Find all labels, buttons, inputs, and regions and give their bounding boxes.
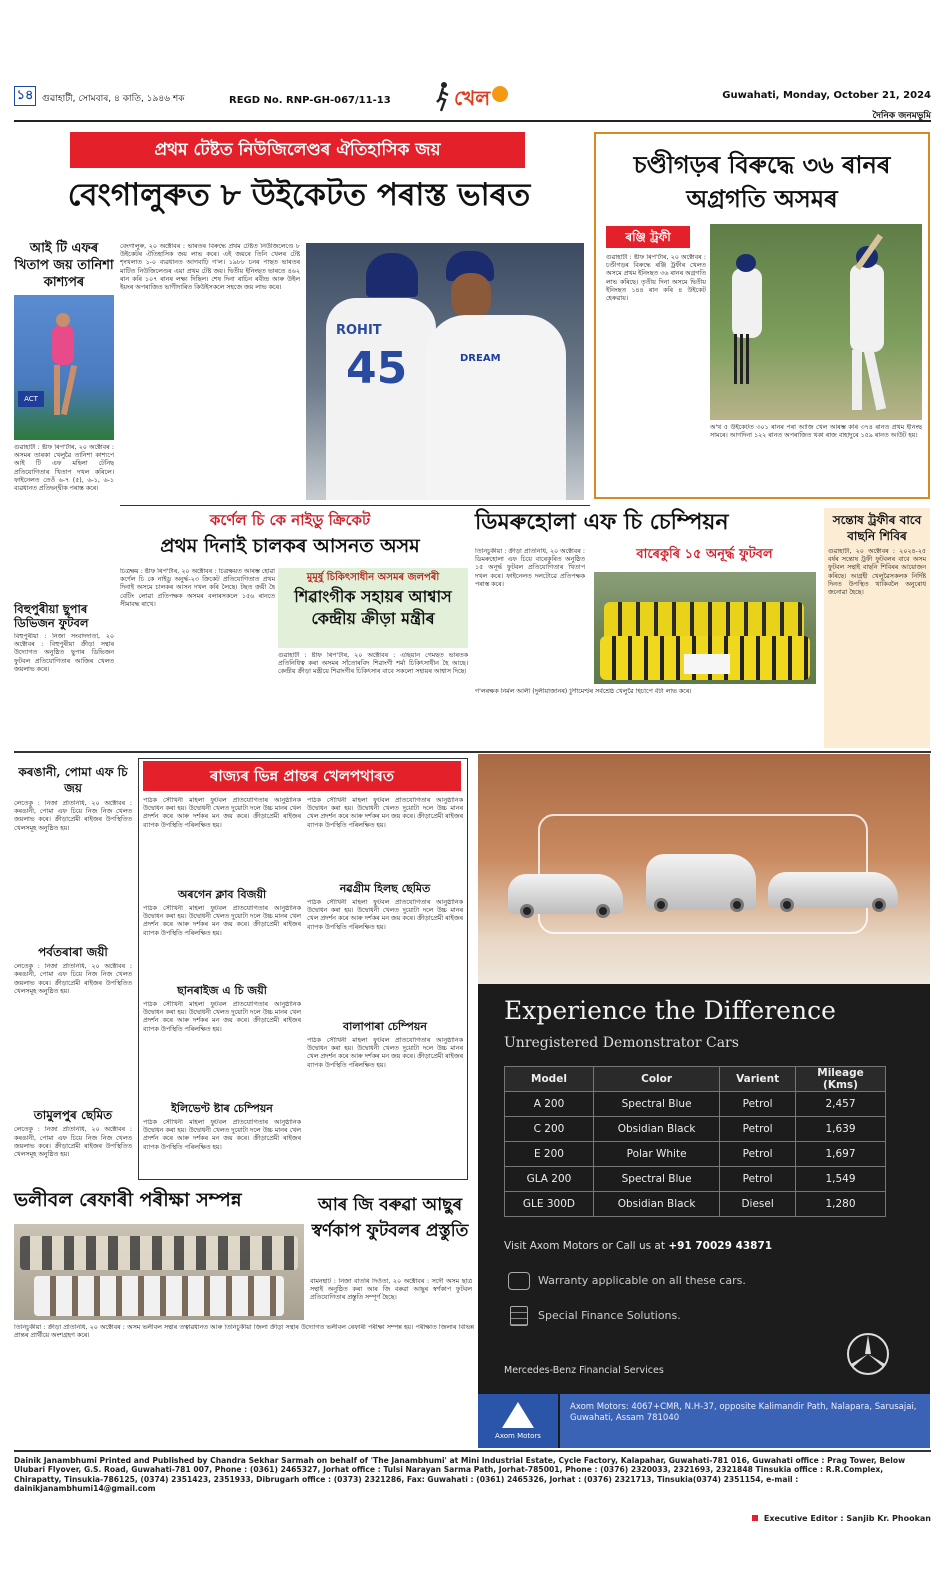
page-number: ১৪ xyxy=(14,86,36,106)
ad-financial: Mercedes-Benz Financial Services xyxy=(504,1365,664,1376)
state-body-6: পাঠক সৌখিনী মহিলা ফুটবল প্ৰতিযোগিতাৰ আনুষ্ঠানিক উদ্বোধন কৰা হয়। উদ্বোধনী খেলত দুয়োটা দলে উচ্চ মানৰ খেল প্ৰদৰ্শন কৰে আৰু দৰ্শকৰ মন জয় কৰে। ক্ৰীড়াপ্ৰেমী ৰাইজৰ ব্যাপক উপস্থিতি পৰিলক্ষিত হয়। xyxy=(307,899,463,931)
bishnupuria-body: বিহুপুৰীয়া : নিজা সংবাদদাতা, ২০ অক্টোবৰ : বিহুপুৰীয়া ক্ৰীড়া সন্থাৰ উদ্যোগত অনুষ্ঠিত ছুপাৰ ডিভিজন ফুটবল প্ৰতিযোগিতাৰ আজিৰ খেলত জয়লাভ কৰে। xyxy=(14,633,114,673)
table-cell: 1,549 xyxy=(796,1167,886,1192)
date-english: Guwahati, Monday, October 21, 2024 xyxy=(722,90,931,101)
paper-name: দৈনিক জনমভূমি xyxy=(872,111,931,121)
table-cell: Spectral Blue xyxy=(593,1092,719,1117)
state-body-5: পাঠক সৌখিনী মহিলা ফুটবল প্ৰতিযোগিতাৰ আনুষ্ঠানিক উদ্বোধন কৰা হয়। উদ্বোধনী খেলত দুয়োটা দলে উচ্চ মানৰ খেল প্ৰদৰ্শন কৰে আৰু দৰ্শকৰ মন জয় কৰে। ক্ৰীড়াপ্ৰেমী ৰাইজৰ ব্যাপক উপস্থিতি পৰিলক্ষিত হয়। xyxy=(307,797,463,829)
table-cell: Petrol xyxy=(720,1092,796,1117)
volleyball-body: তিনিচুকীয়া : ক্ৰীড়া প্ৰতিনিধি, ২০ অক্টোবৰ : অসম ভলীবল সন্থাৰ তত্বাৱধানত আৰু তিনিচুকীয়া জিলা ক্ৰীড়া সন্থাৰ উদ্যোগত ভলীবল ৰেফাৰী পৰীক্ষা সম্পন্ন হয়। পৰীক্ষাত জিলাৰ বিভিন্ন প্ৰান্তৰ প্ৰাৰ্থীয়ে অংশগ্ৰহণ কৰে। xyxy=(14,1324,474,1340)
table-cell: Petrol xyxy=(720,1167,796,1192)
ad-feature-1: Warranty applicable on all these cars. xyxy=(538,1274,746,1287)
table-cell: Obsidian Black xyxy=(593,1192,719,1217)
table-cell: Petrol xyxy=(720,1142,796,1167)
runner-icon xyxy=(436,82,450,112)
tennis-photo: ACT xyxy=(14,295,114,440)
table-cell: Spectral Blue xyxy=(593,1167,719,1192)
left-body-1: লেতেকু : নিজা প্ৰতিনিধি, ২০ অক্টোবৰ : কৰঙানী, পোমা এফ চিয়ে নিজ নিজ খেলত জয়লাভ কৰে। ক্ৰীড়াপ্ৰেমী ৰাইজৰ উপস্থিতিত খেলসমূহ অনুষ্ঠিত হয়। xyxy=(14,800,132,832)
volleyball-headline: ভলীবল ৰেফাৰী পৰীক্ষা সম্পন্ন xyxy=(14,1189,242,1211)
table-header: Color xyxy=(593,1067,719,1092)
table-row xyxy=(505,1192,886,1217)
ranji-photo xyxy=(710,224,922,420)
dimoruhola-photo xyxy=(594,572,816,684)
table-cell: A 200 xyxy=(505,1092,594,1117)
table-row xyxy=(505,1117,886,1142)
table-cell: Obsidian Black xyxy=(593,1117,719,1142)
ranji-body-2: অ'থ ৫ উইকেটত ৩০১ ৰানৰ পৰা আজি খেল আৰম্ভ কৰি ৩৭৪ ৰানত প্ৰথম ইনিংছ সামৰে। আগদিনা ১২২ ৰানত অপৰাজিত থকা ৰাজ বাহাদুৰে ১৫৯ ৰানত আউট হয়। xyxy=(710,424,922,440)
dimoruhola-body-2: গ'লৰক্ষক নিৰ্মল আলী (দুলীয়াজানৰ) টুৰ্ণামেণ্টৰ সৰ্বশ্ৰেষ্ঠ খেলুৱৈ হিচাপে বঁটা লাভ কৰে। xyxy=(475,688,692,695)
santosh-body: গুৱাহাটী, ২০ অক্টোবৰ : ২০২৪-২৫ বৰ্ষৰ সন্তোষ ট্ৰফী ফুটবলৰ বাবে অসম ফুটবল সন্থাই বাছনি শিবিৰৰ আয়োজন কৰিছে। আগ্ৰহী খেলুৱৈসকলক নিৰ্দিষ্ট দিনত উপস্থিত থাকিবলৈ অনুৰোধ জনোৱা হৈছে। xyxy=(828,548,926,597)
table-cell: 1,280 xyxy=(796,1192,886,1217)
bullet-icon xyxy=(752,1515,758,1521)
cooch-body: চিত্ৰক্ষয় : ষ্টাফ ৰিপ'ৰ্টাৰ, ২০ অক্টোবৰ : চিত্ৰক্ষয়ত আৰম্ভ হোৱা কৰ্ণেল চি কে নাইডু অনুৰ্দ্ধ-২৩ ক্ৰিকেট প্ৰতিযোগিতাত প্ৰথম দিনাই অসমে চালকৰ আসন দখল কৰি লৈছে। টছত জয়ী হৈ বেটিং লোৱা প্ৰতিপক্ষক অসমৰ বলাৰসকলে ১৫৬ ৰানতে সীমাবদ্ধ ৰাখে। xyxy=(120,568,275,608)
santosh-story xyxy=(824,508,930,748)
table-cell: 1,639 xyxy=(796,1117,886,1142)
executive-editor xyxy=(752,1514,931,1523)
cooch-headline: প্ৰথম দিনাই চালকৰ আসনত অসম xyxy=(160,535,420,557)
mercedes-star-icon xyxy=(846,1332,890,1376)
state-body-2: পাঠক সৌখিনী মহিলা ফুটবল প্ৰতিযোগিতাৰ আনুষ্ঠানিক উদ্বোধন কৰা হয়। উদ্বোধনী খেলত দুয়োটা দলে উচ্চ মানৰ খেল প্ৰদৰ্শন কৰে আৰু দৰ্শকৰ মন জয় কৰে। ক্ৰীড়াপ্ৰেমী ৰাইজৰ ব্যাপক উপস্থিতি পৰিলক্ষিত হয়। xyxy=(143,905,301,937)
state-sub-5: বালাপাৰা চেম্পিয়ন xyxy=(343,1020,427,1033)
state-body-7: পাঠক সৌখিনী মহিলা ফুটবল প্ৰতিযোগিতাৰ আনুষ্ঠানিক উদ্বোধন কৰা হয়। উদ্বোধনী খেলত দুয়োটা দলে উচ্চ মানৰ খেল প্ৰদৰ্শন কৰে আৰু দৰ্শকৰ মন জয় কৰে। ক্ৰীড়াপ্ৰেমী ৰাইজৰ ব্যাপক উপস্থিতি পৰিলক্ষিত হয়। xyxy=(307,1037,463,1069)
registration-number: REGD No. RNP-GH-067/11-13 xyxy=(229,95,391,106)
dimoruhola-headline: ডিমৰুহোলা এফ চি চেম্পিয়ন xyxy=(475,509,729,535)
lead-headline: বেংগালুৰুত ৮ উইকেটত পৰাস্ত ভাৰত xyxy=(67,178,531,213)
ad-table xyxy=(504,1066,886,1217)
state-body-3: পাঠক সৌখিনী মহিলা ফুটবল প্ৰতিযোগিতাৰ আনুষ্ঠানিক উদ্বোধন কৰা হয়। উদ্বোধনী খেলত দুয়োটা দলে উচ্চ মানৰ খেল প্ৰদৰ্শন কৰে আৰু দৰ্শকৰ মন জয় কৰে। ক্ৰীড়াপ্ৰেমী ৰাইজৰ ব্যাপক উপস্থিতি পৰিলক্ষিত হয়। xyxy=(143,1001,301,1033)
jersey-number: 45 xyxy=(346,343,408,394)
editor-name: Executive Editor : Sanjib Kr. Phookan xyxy=(763,1514,931,1523)
section-logo xyxy=(436,78,521,116)
table-cell: Petrol xyxy=(720,1117,796,1142)
minister-body: গুৱাহাটী : ষ্টাফ ৰিপ'ৰ্টাৰ, ২০ অক্টোবৰ : এছিয়ান গেমছত ভাৰতক প্ৰতিনিধিত্ব কৰা অসমৰ সাঁতোৰবিদ শিৱাংগী শৰ্মা চিকিৎসাধীন হৈ আছে। কেন্দ্ৰীয় ক্ৰীড়া মন্ত্ৰীয়ে শিৱাংগীৰ চিকিৎসাৰ বাবে সকলো সহায়ৰ আশ্বাস দিছে। xyxy=(278,652,468,676)
ball-icon xyxy=(492,86,508,102)
left-headline-2: পৰ্বতৰাৰা জয়ী xyxy=(38,945,108,959)
ranji-headline: চণ্ডীগড়ৰ বিৰুদ্ধে ৩৬ ৰানৰ অগ্ৰগতি অসমৰ xyxy=(633,150,891,213)
ad-visit-text: Visit Axom Motors or Call us at xyxy=(504,1240,665,1252)
bishnupuria-headline: বিহুপুৰীয়া ছুপাৰ ডিভিজন ফুটবল xyxy=(14,602,89,630)
table-row xyxy=(505,1092,886,1117)
axom-logo xyxy=(478,1394,558,1448)
table-cell: 2,457 xyxy=(796,1092,886,1117)
left-column xyxy=(14,758,132,1180)
ad-hero xyxy=(478,754,930,984)
date-assamese: গুৱাহাটী, সোমবাৰ, ৪ কাতি, ১৯৪৬ শক xyxy=(42,94,185,104)
ranji-tag: ৰঞ্জি ট্ৰফী xyxy=(606,226,690,248)
dealer-address: Axom Motors: 4067+CMR, N.H-37, opposite Kalimandir Path, Nalapara, Sarusajai, Guwahati, Assam 781040 xyxy=(560,1394,930,1448)
state-body-1: পাঠক সৌখিনী মহিলা ফুটবল প্ৰতিযোগিতাৰ আনুষ্ঠানিক উদ্বোধন কৰা হয়। উদ্বোধনী খেলত দুয়োটা দলে উচ্চ মানৰ খেল প্ৰদৰ্শন কৰে আৰু দৰ্শকৰ মন জয় কৰে। ক্ৰীড়াপ্ৰেমী ৰাইজৰ ব্যাপক উপস্থিতি পৰিলক্ষিত হয়। xyxy=(143,797,301,829)
table-row xyxy=(505,1142,886,1167)
table-header: Model xyxy=(505,1067,594,1092)
imprint: Dainik Janambhumi Printed and Published by Chandra Sekhar Sarmah on behalf of 'The Janambhumi' at Mini Industrial Estate, Cycle Factory, Kalapahar, Guwahati-781 016, Guwahati office : Prag Tower, Below Ulubari Flyover, G.S. Road, Guwahati-781 007, Phone : (0361) 2465327, Jorhat office : Tulsi Narayan Sarma Path, Jorhat-785001, Phone : (0376) 2320033, 2321693, 2321848 Tinsukia office : R.R.Complex, Chirapatty, Tinsukia-786125, (0374) 2351423, 2351933, Dibrugarh office : (0373) 2321286, Fax: Guwahati : (0361) 2465326, Jorhat : (0376) 2321713, Tinsukia(0374) 2351154, e-mail : dainikjanambhumi14@gmail.com xyxy=(14,1456,906,1494)
table-cell: Polar White xyxy=(593,1142,719,1167)
state-sub-1: অৰগেন ক্লাব বিজয়ী xyxy=(177,888,267,901)
minister-head-box xyxy=(278,568,468,648)
calculator-icon xyxy=(510,1306,528,1326)
cooch-kicker: কৰ্ণেল চি কে নাইডু ক্ৰিকেট xyxy=(209,511,371,529)
state-banner: ৰাজ্যৰ ভিন্ন প্ৰান্তৰ খেলপথাৰত xyxy=(143,761,461,791)
table-cell: Diesel xyxy=(720,1192,796,1217)
table-row xyxy=(505,1167,886,1192)
santosh-headline: সন্তোষ ট্ৰফীৰ বাবে বাছনি শিবিৰ xyxy=(832,513,922,543)
lead-kicker: প্ৰথম টেষ্টত নিউজিলেণ্ডৰ ঐতিহাসিক জয় xyxy=(70,132,525,168)
table-cell: GLA 200 xyxy=(505,1167,594,1192)
car-warranty-icon xyxy=(508,1272,530,1290)
rule xyxy=(120,505,590,506)
dimoruhola-body: তিনিচুকীয়া : ক্ৰীড়া প্ৰতিনিধি, ২০ অক্টোবৰ : ডিমৰুহোলা এফ চিয়ে বাৰেকুৰিত অনুষ্ঠিত ১৫ অনূৰ্দ্ধ ফুটবল প্ৰতিযোগিতাৰ খিতাপ দখল কৰে। ফাইনেলত দলটোৱে প্ৰতিপক্ষক পৰাস্ত কৰে। xyxy=(475,548,585,588)
left-body-3: লেতেকু : নিজা প্ৰতিনিধি, ২০ অক্টোবৰ : কৰঙানী, পোমা এফ চিয়ে নিজ নিজ খেলত জয়লাভ কৰে। ক্ৰীড়াপ্ৰেমী ৰাইজৰ উপস্থিতিত খেলসমূহ অনুষ্ঠিত হয়। xyxy=(14,1126,132,1158)
ad-phone: +91 70029 43871 xyxy=(668,1240,773,1252)
ad-visit xyxy=(504,1240,772,1252)
goldcup-body: বামনহাট : নিজা বাতৰি দিওঁতা, ২০ অক্টোবৰ : সদৌ অসম ছাত্ৰ সন্থাই অনুষ্ঠিত কৰা আৰ জি বৰুৱা আছুৰ স্বৰ্ণকাপ ফুটবল প্ৰতিযোগিতাৰ প্ৰস্তুতি সম্পূৰ্ণ হৈছে। xyxy=(310,1278,472,1302)
minister-headline: শিৱাংগীক সহায়ৰ আশ্বাস কেন্দ্ৰীয় ক্ৰীড়া মন্ত্ৰীৰ xyxy=(294,587,452,628)
table-cell: 1,697 xyxy=(796,1142,886,1167)
left-headline-3: তামুলপুৰ ছেমিত xyxy=(33,1108,113,1123)
ranji-body: গুৱাহাটী : ষ্টাফ ৰিপ'ৰ্টাৰ, ২০ অক্টোবৰ : চণ্ডীগড়ৰ বিৰুদ্ধে ৰঞ্জি ট্ৰফীৰ খেলত অসমে প্ৰথম ইনিংছত ৩৬ ৰানৰ অগ্ৰগতি লাভ কৰিছে। তৃতীয় দিনা অসমে দ্বিতীয় ইনিংছত ১৪৪ ৰান কৰি ৪ উইকেট হেৰুৱায়। xyxy=(606,254,706,303)
state-roundup xyxy=(138,758,468,1180)
tennis-body: গুৱাহাটী : ষ্টাফ ৰিপ'ৰ্টাৰ, ২০ অক্টোবৰ : অসমৰ তাৰকা খেলুৱৈ তানিশা কাশ্যপে আই টি এফ মহিলা টেনিছ প্ৰতিযোগিতাৰ খিতাপ দখল কৰিলে। ফাইনেলত তেওঁ ৬-৭ (৫), ৬-১, ৬-১ ব্যৱধানত প্ৰতিদ্বন্দ্বীক পৰাস্ত কৰে। xyxy=(14,444,114,493)
tennis-story xyxy=(14,240,114,710)
table-cell: E 200 xyxy=(505,1142,594,1167)
jersey-name: ROHIT xyxy=(336,323,382,338)
table-header: Varient xyxy=(720,1067,796,1092)
logo-text: খেল xyxy=(454,86,491,110)
state-sub-3: ইলিভেণ্ট ষ্টাৰ চেম্পিয়ন xyxy=(171,1102,273,1115)
table-header: Mileage (Kms) xyxy=(796,1067,886,1092)
rule xyxy=(14,751,931,753)
volleyball-photo xyxy=(14,1224,304,1320)
ad-subhead: Unregistered Demonstrator Cars xyxy=(504,1035,739,1051)
lead-photo: ROHIT 45 DREAM xyxy=(306,243,584,500)
tennis-headline: আই টি এফৰ খিতাপ জয় তানিশা কাশ্যপৰ xyxy=(14,241,114,290)
minister-kicker: মুমূৰ্ষু চিকিৎসাধীন অসমৰ জলপৰী xyxy=(306,572,440,583)
masthead xyxy=(14,78,931,122)
state-body-4: পাঠক সৌখিনী মহিলা ফুটবল প্ৰতিযোগিতাৰ আনুষ্ঠানিক উদ্বোধন কৰা হয়। উদ্বোধনী খেলত দুয়োটা দলে উচ্চ মানৰ খেল প্ৰদৰ্শন কৰে আৰু দৰ্শকৰ মন জয় কৰে। ক্ৰীড়াপ্ৰেমী ৰাইজৰ ব্যাপক উপস্থিতি পৰিলক্ষিত হয়। xyxy=(143,1119,301,1151)
ad-feature-2: Special Finance Solutions. xyxy=(538,1309,681,1322)
rule xyxy=(14,1450,931,1452)
left-body-2: লেতেকু : নিজা প্ৰতিনিধি, ২০ অক্টোবৰ : কৰঙানী, পোমা এফ চিয়ে নিজ নিজ খেলত জয়লাভ কৰে। ক্ৰীড়াপ্ৰেমী ৰাইজৰ উপস্থিতিত খেলসমূহ অনুষ্ঠিত হয়। xyxy=(14,963,132,995)
ranji-story xyxy=(594,132,930,499)
left-headline-1: কৰঙানী, পোমা এফ চি জয় xyxy=(18,765,128,795)
table-cell: C 200 xyxy=(505,1117,594,1142)
dealer-name: Axom Motors xyxy=(495,1432,541,1440)
state-sub-2: ছানৰাইজ এ চি জয়ী xyxy=(177,984,267,997)
goldcup-headline: আৰ জি বৰুৱা আছুৰ স্বৰ্ণকাপ ফুটবলৰ প্ৰস্তুতি xyxy=(311,1195,469,1241)
ad-headline: Experience the Difference xyxy=(504,996,836,1025)
mercedes-ad xyxy=(478,754,930,1448)
dimoruhola-kicker: বাৰেকুৰি ১৫ অনূৰ্দ্ধ ফুটবল xyxy=(636,547,773,562)
table-cell: GLE 300D xyxy=(505,1192,594,1217)
state-sub-4: নৱগ্ৰীম হিলছ ছেমিত xyxy=(339,882,431,895)
lead-body: বেংগালুৰু, ২০ অক্টোবৰ : ভাৰতৰ বিৰুদ্ধে প্ৰথম টেষ্টত নিউজিলেণ্ডে ৮ উইকেটৰ ঐতিহাসিক জয় লাভ কৰে। এই জয়ৰে তিনি খেলৰ টেষ্ট শৃংখলাত ১-০ ব্যৱধানত আগবাঢ়ি গ'ল। ১৯৮৮ চনৰ পাছত ভাৰতৰ মাটিত নিউজিলেণ্ডৰ এয়া প্ৰথম টেষ্ট জয়। দ্বিতীয় ইনিংছত ভাৰতে ৪৬২ ৰান কৰি ১০৭ ৰানৰ লক্ষ্য দিছিল। শেষ দিনা ৰাচিন ৰবীন্দ্ৰ আৰু উইল ইয়ংৰ অপৰাজিত ভাগীদাৰিত কিউইসকলে সহজে জয় লাভ কৰে। xyxy=(120,243,300,292)
